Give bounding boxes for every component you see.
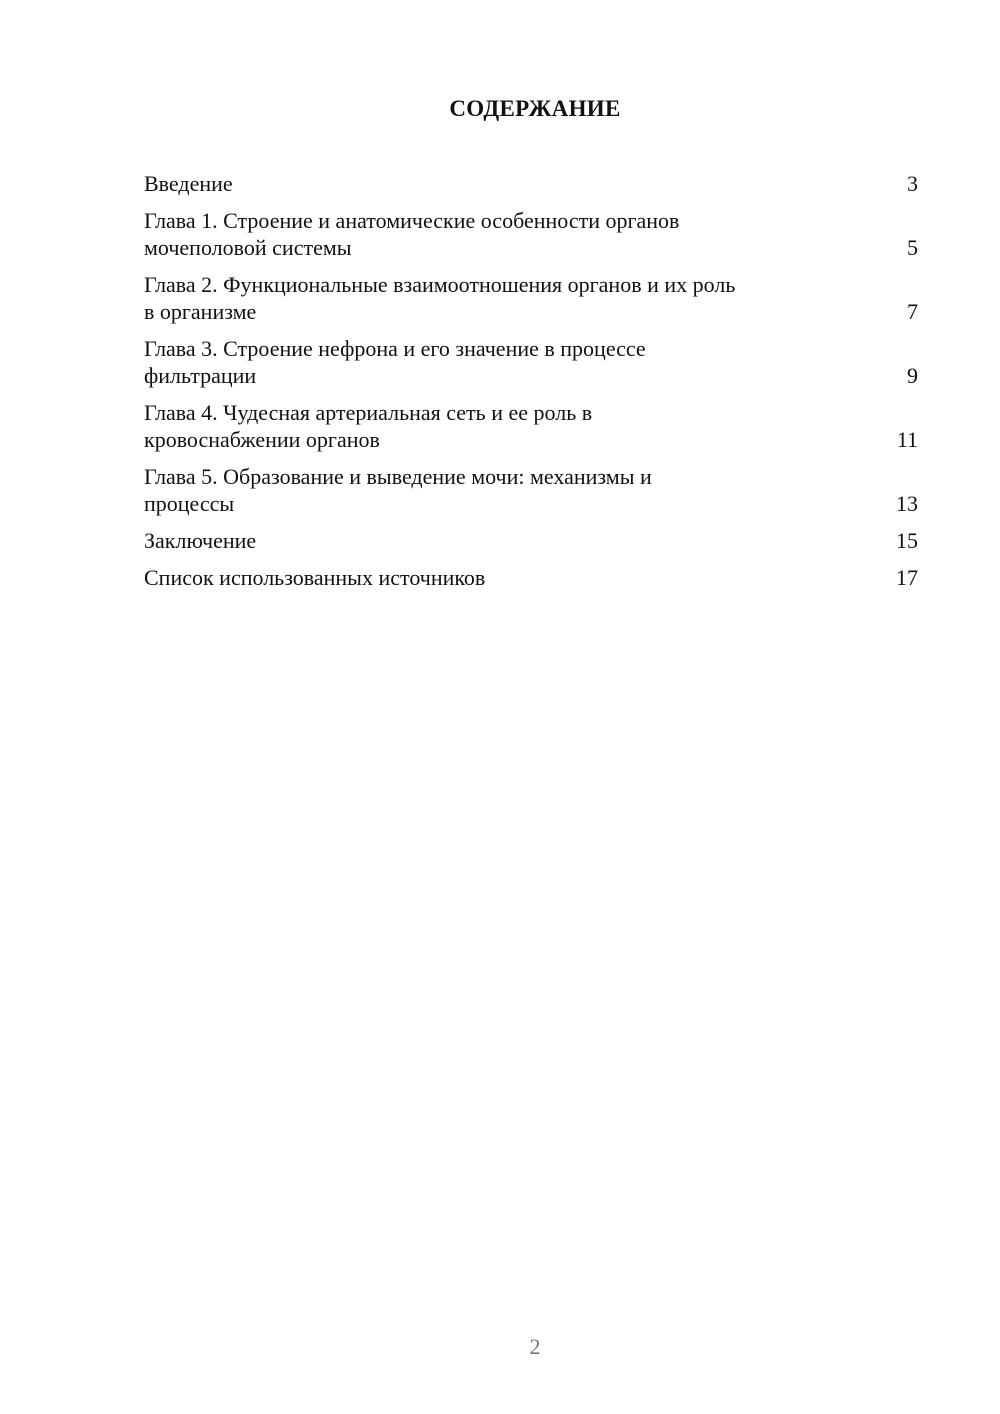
toc-entry-chapter-5 — [144, 463, 918, 517]
toc-entry-label: Глава 2. Функциональные взаимоотношения органов и их роль в организме — [144, 272, 736, 324]
toc-entry-page: 7 — [907, 299, 918, 324]
page-number: 2 — [529, 1334, 541, 1359]
toc-entry-label: Глава 1. Строение и анатомические особенности органов мочеполовой системы — [144, 208, 680, 260]
toc-entry-label: Введение — [144, 171, 233, 196]
toc-entry-label: Глава 5. Образование и выведение мочи: механизмы и процессы — [144, 464, 652, 516]
toc-entry-page: 11 — [896, 427, 918, 452]
toc-entry-page: 3 — [907, 171, 918, 196]
toc-entry-page: 13 — [896, 491, 918, 516]
toc-entry-conclusion — [144, 527, 918, 554]
toc-entry-label: Список использованных источников — [144, 565, 486, 590]
toc-entry-chapter-2 — [144, 271, 918, 325]
toc-entry-introduction — [144, 170, 918, 197]
toc-entry-chapter-3 — [144, 335, 918, 389]
table-of-contents — [144, 170, 918, 601]
toc-entry-page: 9 — [907, 363, 918, 388]
toc-entry-page: 5 — [907, 235, 918, 260]
toc-entry-chapter-4 — [144, 399, 918, 453]
toc-entry-page: 15 — [896, 528, 918, 553]
toc-entry-label: Глава 3. Строение нефрона и его значение в процессе фильтрации — [144, 336, 646, 388]
toc-entry-label: Заключение — [144, 528, 257, 553]
page-title: СОДЕРЖАНИЕ — [449, 96, 621, 121]
toc-entry-page: 17 — [896, 565, 918, 590]
toc-entry-chapter-1 — [144, 207, 918, 261]
toc-entry-label: Глава 4. Чудесная артериальная сеть и ее роль в кровоснабжении органов — [144, 400, 593, 452]
toc-entry-references — [144, 564, 918, 591]
